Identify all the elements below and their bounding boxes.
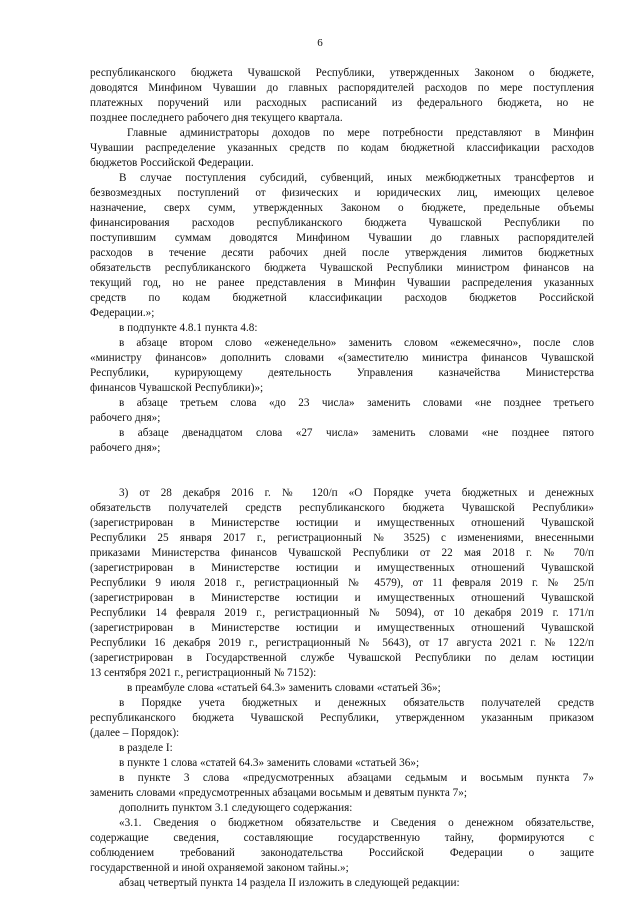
text-line: республиканского бюджета Чувашской Республики, утвержденном указанным приказом — [90, 712, 594, 724]
text-line: (зарегистрирован в Министерстве юстиции и имущественных отношений Чувашской — [90, 592, 594, 604]
text-line: заменить словами «предусмотренных абзацами восьмым и девятым пункта 7»; — [90, 787, 467, 799]
text-line: финансирования расходов республиканского бюджета Чувашской Республики по — [90, 217, 594, 229]
text-line: рабочего дня»; — [90, 442, 161, 454]
text-line: в пункте 3 слова «предусмотренных абзацами седьмым и восьмым пункта 7» — [119, 772, 594, 784]
text-line: «министру финансов» дополнить словами «(заместителю министра финансов Чувашской — [90, 352, 594, 364]
paragraph-gap — [90, 456, 594, 486]
text-line: в пункте 1 слова «статей 64.3» заменить словами «статьей 36»; — [119, 757, 420, 769]
text-line: приказами Министерства финансов Чувашской Республики от 22 мая 2018 г. № 70/п — [90, 547, 594, 559]
text-line: текущий год, но не ранее представления в Минфин Чувашии распределения указанных — [90, 277, 594, 289]
text-line: назначение, сверх сумм, утвержденных Законом о бюджете, предельные объемы — [90, 202, 594, 214]
text-line: расходов в течение десяти рабочих дней после утверждения лимитов бюджетных — [90, 247, 594, 259]
text-line: государственной и иной охраняемой законом тайны.»; — [90, 862, 349, 874]
text-line: «3.1. Сведения о бюджетном обязательстве и Сведения о денежном обязательстве, — [119, 817, 594, 829]
text-line: в Порядке учета бюджетных и денежных обязательств получателей средств — [119, 697, 594, 709]
text-line: (зарегистрирован в Министерстве юстиции и имущественных отношений Чувашской — [90, 622, 594, 634]
text-line: средств по кодам бюджетной классификации расходов бюджетов Российской — [90, 292, 594, 304]
text-line: Республики 25 января 2017 г., регистрационный № 3525) с изменениями, внесенными — [90, 532, 594, 544]
text-line: (зарегистрирован в Министерстве юстиции и имущественных отношений Чувашской — [90, 562, 594, 574]
text-line: 3) от 28 декабря 2016 г. № 120/п «О Порядке учета бюджетных и денежных — [119, 487, 594, 499]
text-line: (зарегистрирован в Государственной службе Чувашской Республики по делам юстиции — [90, 652, 594, 664]
text-line: рабочего дня»; — [90, 412, 161, 424]
text-line: в подпункте 4.8.1 пункта 4.8: — [119, 322, 258, 334]
text-line: финансов Чувашской Республики)»; — [90, 382, 264, 394]
text-line: Главные администраторы доходов по мере потребности представляют в Минфин — [127, 127, 594, 139]
text-line: республиканского бюджета Чувашской Республики, утвержденных Законом о бюджете, — [90, 67, 594, 79]
text-line: Республики 16 декабря 2019 г., регистрационный № 5643), от 17 августа 2021 г. № 122/п — [90, 637, 594, 649]
text-line: безвозмездных поступлений от физических и юридических лиц, имеющих целевое — [90, 187, 594, 199]
text-line: платежных поручений или расходных расписаний из федерального бюджета, но не — [90, 97, 594, 109]
text-line: бюджетов Российской Федерации. — [90, 157, 254, 169]
text-line: позднее последнего рабочего дня текущего квартала. — [90, 112, 343, 124]
text-line: содержащие сведения, составляющие государственную тайну, формируются с — [90, 832, 594, 844]
page-number: 6 — [317, 37, 323, 49]
text-line: Федерации.»; — [90, 307, 155, 319]
text-line: в абзаце втором слово «еженедельно» заменить словом «ежемесячно», после слов — [119, 337, 594, 349]
text-line: поступившим суммам доводятся Минфином Чувашии до главных распорядителей — [90, 232, 594, 244]
text-line: Республики, курирующему деятельность Управления казначейства Министерства — [90, 367, 594, 379]
text-line: доводятся Минфином Чувашии до главных распорядителей расходов по мере поступления — [90, 82, 594, 94]
text-line: (далее – Порядок): — [90, 727, 180, 739]
text-line: в разделе I: — [119, 742, 173, 754]
text-line: соблюдением требований законодательства Российской Федерации о защите — [90, 847, 594, 859]
document-body — [90, 66, 594, 891]
text-line: В случае поступления субсидий, субвенций, иных межбюджетных трансфертов и — [119, 172, 594, 184]
text-line: абзац четвертый пункта 14 раздела II изложить в следующей редакции: — [119, 877, 460, 889]
text-line: в преамбуле слова «статьей 64.3» заменить словами «статьей 36»; — [127, 682, 441, 694]
text-line: 13 сентября 2021 г., регистрационный № 7152): — [90, 667, 317, 679]
text-line: обязательств республиканского бюджета Чувашской Республики министром финансов на — [90, 262, 594, 274]
text-line: обязательств получателей средств республиканского бюджета Чувашской Республики» — [90, 502, 594, 514]
text-line: дополнить пунктом 3.1 следующего содержания: — [119, 802, 353, 814]
text-line: Республики 14 февраля 2019 г., регистрационный № 5094), от 10 декабря 2019 г. 171/п — [90, 607, 594, 619]
text-line: в абзаце двенадцатом слова «27 числа» заменить словами «не позднее пятого — [119, 427, 594, 439]
text-line: (зарегистрирован в Министерстве юстиции и имущественных отношений Чувашской — [90, 517, 594, 529]
text-line: в абзаце третьем слова «до 23 числа» заменить словами «не позднее третьего — [119, 397, 594, 409]
text-line: Чувашии распределение указанных средств по кодам бюджетной классификации расходов — [90, 142, 594, 154]
text-line: Республики 9 июля 2018 г., регистрационный № 4579), от 11 февраля 2019 г. № 25/п — [90, 577, 594, 589]
